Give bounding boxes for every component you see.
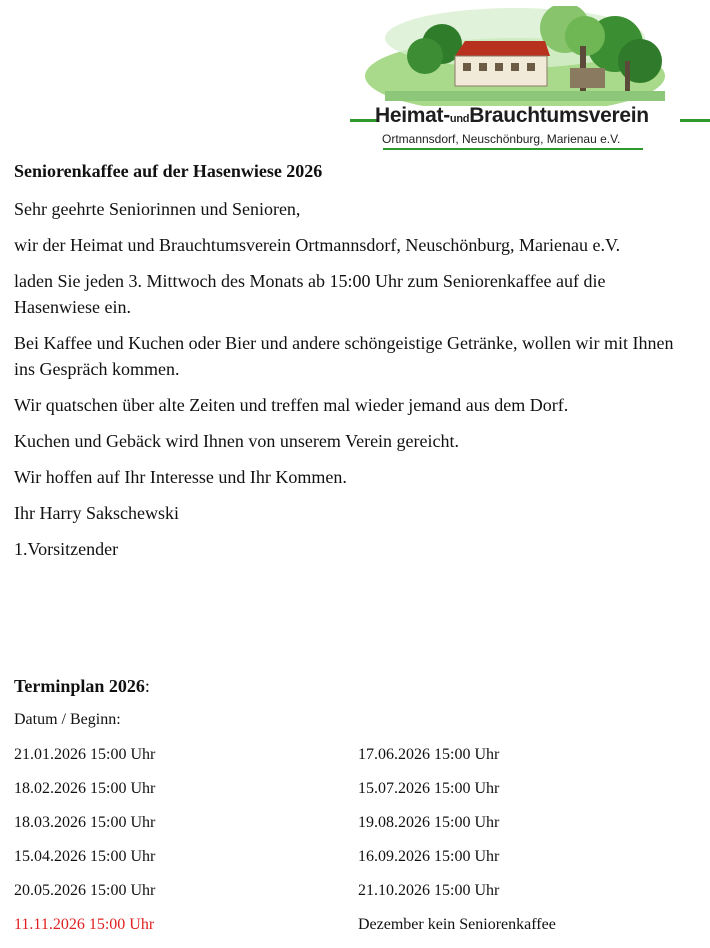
logo-subtitle: Ortmannsdorf, Neuschönburg, Marienau e.V. xyxy=(382,132,621,146)
schedule-date: 16.09.2026 15:00 Uhr xyxy=(358,848,500,865)
datum-label: Datum / Beginn: xyxy=(14,711,121,728)
schedule-date: 20.05.2026 15:00 Uhr xyxy=(14,882,156,899)
logo-title: Heimat-undBrauchtumsverein xyxy=(375,104,649,127)
paragraph-invite: laden Sie jeden 3. Mittwoch des Monats ab 15:00 Uhr zum Seniorenkaffee auf die Hasenwiese ein. xyxy=(14,271,606,317)
schedule-date: 18.03.2026 15:00 Uhr xyxy=(14,814,156,831)
paragraph-greeting: Sehr geehrte Seniorinnen und Senioren, xyxy=(14,199,301,219)
schedule-date: 15.07.2026 15:00 Uhr xyxy=(358,780,500,797)
paragraph-hope: Wir hoffen auf Ihr Interesse und Ihr Kommen. xyxy=(14,467,347,487)
schedule-note-december: Dezember kein Seniorenkaffee xyxy=(358,916,556,933)
schedule-title: Terminplan 2026: xyxy=(14,676,150,696)
logo-illustration xyxy=(345,6,685,106)
paragraph-coffee: Bei Kaffee und Kuchen oder Bier und andere schöngeistige Getränke, wollen wir mit Ihnen ins Gespräch kommen. xyxy=(14,333,674,379)
logo-rule-left xyxy=(350,119,378,122)
paragraph-club: wir der Heimat und Brauchtumsverein Ortmannsdorf, Neuschönburg, Marienau e.V. xyxy=(14,235,621,255)
schedule-date: 17.06.2026 15:00 Uhr xyxy=(358,746,500,763)
schedule-column-right xyxy=(358,744,556,948)
letter-body xyxy=(14,160,694,572)
paragraph-cake: Kuchen und Gebäck wird Ihnen von unserem Verein gereicht. xyxy=(14,431,460,451)
club-logo xyxy=(345,6,685,166)
schedule-column-left xyxy=(14,744,155,948)
schedule-date-highlight: 11.11.2026 15:00 Uhr xyxy=(14,916,155,933)
schedule-date: 21.10.2026 15:00 Uhr xyxy=(358,882,500,899)
letter-heading: Seniorenkaffee auf der Hasenwiese 2026 xyxy=(14,161,323,181)
schedule-date: 15.04.2026 15:00 Uhr xyxy=(14,848,156,865)
schedule-date: 19.08.2026 15:00 Uhr xyxy=(358,814,500,831)
paragraph-signature: Ihr Harry Sakschewski xyxy=(14,503,179,523)
paragraph-chat: Wir quatschen über alte Zeiten und treffen mal wieder jemand aus dem Dorf. xyxy=(14,395,569,415)
paragraph-role: 1.Vorsitzender xyxy=(14,539,119,559)
schedule-date: 21.01.2026 15:00 Uhr xyxy=(14,746,156,763)
schedule-date: 18.02.2026 15:00 Uhr xyxy=(14,780,156,797)
logo-rule-bottom xyxy=(383,148,643,150)
